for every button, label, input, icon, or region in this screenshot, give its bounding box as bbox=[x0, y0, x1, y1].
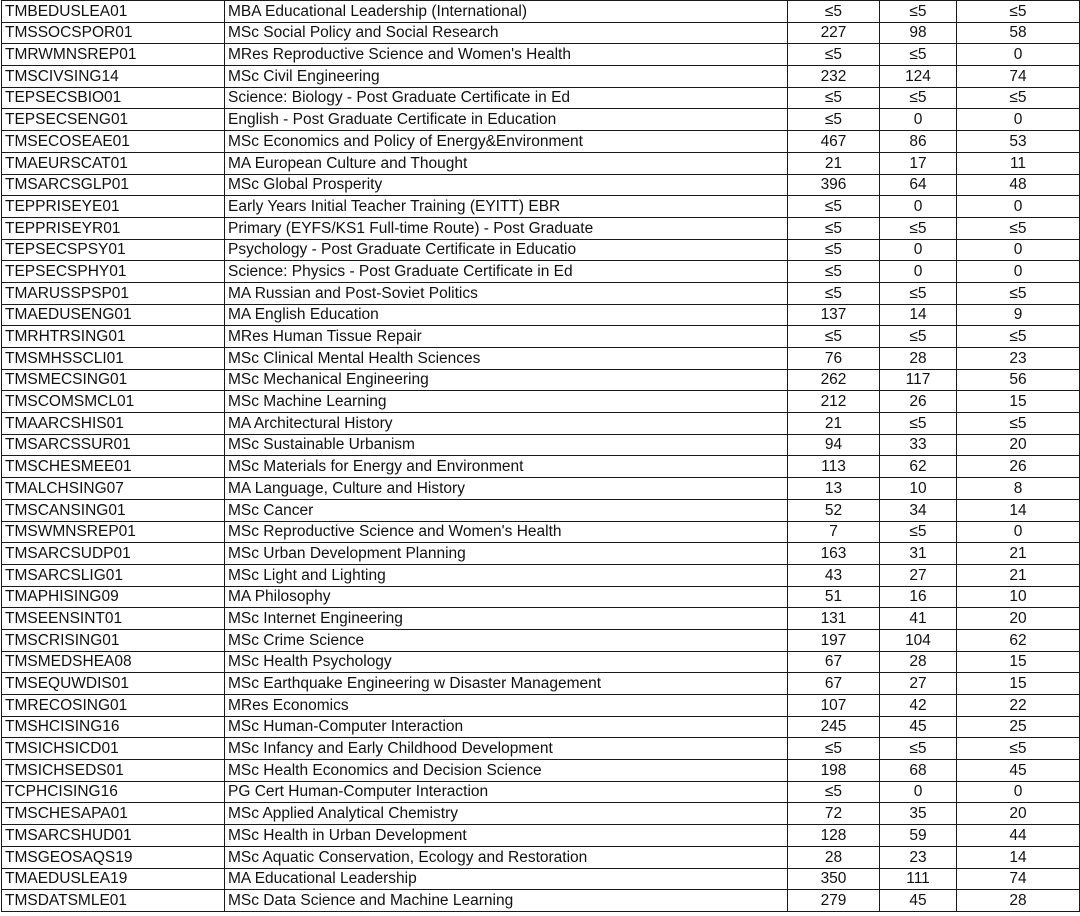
programme-code-cell: TMAEDUSENG01 bbox=[2, 304, 225, 326]
table-row bbox=[2, 564, 1080, 586]
table-row bbox=[2, 261, 1080, 283]
enrolments-cell: 56 bbox=[957, 369, 1080, 391]
programme-name-cell: MSc Social Policy and Social Research bbox=[225, 22, 788, 44]
table-row bbox=[2, 695, 1080, 717]
programme-name-cell: MSc Light and Lighting bbox=[225, 564, 788, 586]
table-body bbox=[2, 1, 1080, 912]
applications-cell: 212 bbox=[788, 391, 880, 413]
programme-name-cell: MSc Economics and Policy of Energy&Environment bbox=[225, 131, 788, 153]
applications-cell: 21 bbox=[788, 413, 880, 435]
table-row bbox=[2, 413, 1080, 435]
applications-cell: 94 bbox=[788, 434, 880, 456]
enrolments-cell: ≤5 bbox=[957, 738, 1080, 760]
programme-name-cell: MSc Urban Development Planning bbox=[225, 543, 788, 565]
offers-cell: 41 bbox=[880, 608, 957, 630]
programme-name-cell: MSc Clinical Mental Health Sciences bbox=[225, 348, 788, 370]
offers-cell: 117 bbox=[880, 369, 957, 391]
programme-code-cell: TMSCOMSMCL01 bbox=[2, 391, 225, 413]
programme-code-cell: TEPSECSBIO01 bbox=[2, 87, 225, 109]
enrolments-cell: ≤5 bbox=[957, 413, 1080, 435]
enrolments-cell: 9 bbox=[957, 304, 1080, 326]
table-row bbox=[2, 44, 1080, 66]
offers-cell: ≤5 bbox=[880, 87, 957, 109]
programme-code-cell: TMSWMNSREP01 bbox=[2, 521, 225, 543]
enrolments-cell: ≤5 bbox=[957, 326, 1080, 348]
programme-code-cell: TEPPRISEYE01 bbox=[2, 196, 225, 218]
table-row bbox=[2, 868, 1080, 890]
offers-cell: 31 bbox=[880, 543, 957, 565]
applications-cell: 113 bbox=[788, 456, 880, 478]
enrolments-cell: ≤5 bbox=[957, 1, 1080, 23]
enrolments-cell: 74 bbox=[957, 868, 1080, 890]
offers-cell: 0 bbox=[880, 109, 957, 131]
programme-code-cell: TMRHTRSING01 bbox=[2, 326, 225, 348]
table-row bbox=[2, 239, 1080, 261]
enrolments-cell: 15 bbox=[957, 391, 1080, 413]
applications-cell: 67 bbox=[788, 673, 880, 695]
enrolments-cell: ≤5 bbox=[957, 282, 1080, 304]
table-row bbox=[2, 66, 1080, 88]
offers-cell: 64 bbox=[880, 174, 957, 196]
enrolments-cell: 15 bbox=[957, 673, 1080, 695]
programme-name-cell: Primary (EYFS/KS1 Full-time Route) - Post Graduate bbox=[225, 217, 788, 239]
programme-name-cell: MSc Health Psychology bbox=[225, 651, 788, 673]
enrolments-cell: 20 bbox=[957, 803, 1080, 825]
offers-cell: 124 bbox=[880, 66, 957, 88]
applications-cell: 7 bbox=[788, 521, 880, 543]
table-row bbox=[2, 521, 1080, 543]
applications-cell: 232 bbox=[788, 66, 880, 88]
applications-cell: 72 bbox=[788, 803, 880, 825]
table-row bbox=[2, 456, 1080, 478]
programme-name-cell: MSc Aquatic Conservation, Ecology and Restoration bbox=[225, 846, 788, 868]
table-row bbox=[2, 87, 1080, 109]
applications-cell: 245 bbox=[788, 716, 880, 738]
enrolments-cell: 25 bbox=[957, 716, 1080, 738]
table-row bbox=[2, 651, 1080, 673]
table-row bbox=[2, 543, 1080, 565]
offers-cell: 10 bbox=[880, 478, 957, 500]
table-row bbox=[2, 716, 1080, 738]
programme-code-cell: TEPSECSENG01 bbox=[2, 109, 225, 131]
programme-code-cell: TMSARCSUDP01 bbox=[2, 543, 225, 565]
programme-code-cell: TMSMECSING01 bbox=[2, 369, 225, 391]
programme-name-cell: MA European Culture and Thought bbox=[225, 152, 788, 174]
programme-name-cell: MSc Mechanical Engineering bbox=[225, 369, 788, 391]
enrolments-cell: 0 bbox=[957, 44, 1080, 66]
table-row bbox=[2, 348, 1080, 370]
programme-name-cell: MSc Internet Engineering bbox=[225, 608, 788, 630]
table-row bbox=[2, 586, 1080, 608]
offers-cell: 28 bbox=[880, 651, 957, 673]
programme-code-cell: TMSCHESMEE01 bbox=[2, 456, 225, 478]
table-row bbox=[2, 1, 1080, 23]
programme-name-cell: MSc Civil Engineering bbox=[225, 66, 788, 88]
table-row bbox=[2, 391, 1080, 413]
offers-cell: 14 bbox=[880, 304, 957, 326]
enrolments-cell: 15 bbox=[957, 651, 1080, 673]
enrolments-cell: 53 bbox=[957, 131, 1080, 153]
applications-cell: 163 bbox=[788, 543, 880, 565]
applications-cell: 198 bbox=[788, 760, 880, 782]
programme-name-cell: MA Architectural History bbox=[225, 413, 788, 435]
offers-cell: 28 bbox=[880, 348, 957, 370]
programme-name-cell: MSc Reproductive Science and Women's Health bbox=[225, 521, 788, 543]
programme-code-cell: TMSARCSGLP01 bbox=[2, 174, 225, 196]
table-row bbox=[2, 629, 1080, 651]
enrolments-cell: ≤5 bbox=[957, 217, 1080, 239]
table-row bbox=[2, 22, 1080, 44]
programme-code-cell: TEPSECSPSY01 bbox=[2, 239, 225, 261]
enrolments-cell: 0 bbox=[957, 521, 1080, 543]
applications-cell: 21 bbox=[788, 152, 880, 174]
applications-cell: ≤5 bbox=[788, 87, 880, 109]
applications-cell: ≤5 bbox=[788, 196, 880, 218]
applications-cell: ≤5 bbox=[788, 109, 880, 131]
enrolments-cell: 0 bbox=[957, 239, 1080, 261]
programme-name-cell: PG Cert Human-Computer Interaction bbox=[225, 781, 788, 803]
enrolments-cell: 0 bbox=[957, 109, 1080, 131]
programme-name-cell: MRes Human Tissue Repair bbox=[225, 326, 788, 348]
programme-code-cell: TMSCRISING01 bbox=[2, 629, 225, 651]
applications-cell: 227 bbox=[788, 22, 880, 44]
offers-cell: 68 bbox=[880, 760, 957, 782]
enrolments-cell: 8 bbox=[957, 478, 1080, 500]
programme-code-cell: TMSSOCSPOR01 bbox=[2, 22, 225, 44]
table-row bbox=[2, 478, 1080, 500]
offers-cell: 62 bbox=[880, 456, 957, 478]
programme-name-cell: MRes Economics bbox=[225, 695, 788, 717]
programme-name-cell: MSc Data Science and Machine Learning bbox=[225, 890, 788, 912]
programme-code-cell: TMSMHSSCLI01 bbox=[2, 348, 225, 370]
programme-code-cell: TMSARCSSUR01 bbox=[2, 434, 225, 456]
applications-cell: ≤5 bbox=[788, 239, 880, 261]
table-row bbox=[2, 326, 1080, 348]
programme-code-cell: TCPHCISING16 bbox=[2, 781, 225, 803]
table-row bbox=[2, 760, 1080, 782]
offers-cell: 16 bbox=[880, 586, 957, 608]
applications-cell: 279 bbox=[788, 890, 880, 912]
offers-cell: ≤5 bbox=[880, 326, 957, 348]
programme-code-cell: TMSDATSMLE01 bbox=[2, 890, 225, 912]
programme-code-cell: TMAEDUSLEA19 bbox=[2, 868, 225, 890]
enrolments-cell: 14 bbox=[957, 499, 1080, 521]
applications-cell: 107 bbox=[788, 695, 880, 717]
table-row bbox=[2, 174, 1080, 196]
programme-name-cell: English - Post Graduate Certificate in Education bbox=[225, 109, 788, 131]
applications-cell: ≤5 bbox=[788, 44, 880, 66]
programme-name-cell: Science: Physics - Post Graduate Certificate in Ed bbox=[225, 261, 788, 283]
offers-cell: 35 bbox=[880, 803, 957, 825]
offers-cell: 42 bbox=[880, 695, 957, 717]
table-row bbox=[2, 304, 1080, 326]
applications-cell: 131 bbox=[788, 608, 880, 630]
applications-cell: 128 bbox=[788, 825, 880, 847]
offers-cell: 111 bbox=[880, 868, 957, 890]
programme-name-cell: MSc Human-Computer Interaction bbox=[225, 716, 788, 738]
applications-cell: 396 bbox=[788, 174, 880, 196]
applications-cell: ≤5 bbox=[788, 738, 880, 760]
programme-name-cell: Science: Biology - Post Graduate Certificate in Ed bbox=[225, 87, 788, 109]
enrolments-cell: 62 bbox=[957, 629, 1080, 651]
table-row bbox=[2, 803, 1080, 825]
programme-code-cell: TMSGEOSAQS19 bbox=[2, 846, 225, 868]
programme-name-cell: MSc Materials for Energy and Environment bbox=[225, 456, 788, 478]
enrolments-cell: 21 bbox=[957, 543, 1080, 565]
programme-name-cell: MSc Health in Urban Development bbox=[225, 825, 788, 847]
offers-cell: 0 bbox=[880, 239, 957, 261]
programme-name-cell: MRes Reproductive Science and Women's Health bbox=[225, 44, 788, 66]
programme-code-cell: TEPPRISEYR01 bbox=[2, 217, 225, 239]
programme-code-cell: TMRWMNSREP01 bbox=[2, 44, 225, 66]
table-row bbox=[2, 781, 1080, 803]
table-row bbox=[2, 434, 1080, 456]
applications-cell: 67 bbox=[788, 651, 880, 673]
offers-cell: 27 bbox=[880, 673, 957, 695]
programme-code-cell: TMSARCSLIG01 bbox=[2, 564, 225, 586]
programme-name-cell: MA Russian and Post-Soviet Politics bbox=[225, 282, 788, 304]
applications-cell: 262 bbox=[788, 369, 880, 391]
enrolments-cell: 48 bbox=[957, 174, 1080, 196]
offers-cell: 98 bbox=[880, 22, 957, 44]
applications-cell: ≤5 bbox=[788, 781, 880, 803]
offers-cell: ≤5 bbox=[880, 1, 957, 23]
applications-cell: ≤5 bbox=[788, 217, 880, 239]
programme-name-cell: MSc Applied Analytical Chemistry bbox=[225, 803, 788, 825]
programme-name-cell: MA Philosophy bbox=[225, 586, 788, 608]
offers-cell: 26 bbox=[880, 391, 957, 413]
enrolments-cell: 20 bbox=[957, 434, 1080, 456]
applications-cell: 76 bbox=[788, 348, 880, 370]
programme-name-cell: MA Educational Leadership bbox=[225, 868, 788, 890]
offers-cell: 23 bbox=[880, 846, 957, 868]
table-row bbox=[2, 673, 1080, 695]
offers-cell: ≤5 bbox=[880, 738, 957, 760]
programme-code-cell: TEPSECSPHY01 bbox=[2, 261, 225, 283]
enrolments-cell: ≤5 bbox=[957, 87, 1080, 109]
offers-cell: 45 bbox=[880, 890, 957, 912]
programme-name-cell: MSc Crime Science bbox=[225, 629, 788, 651]
enrolments-cell: 14 bbox=[957, 846, 1080, 868]
programme-name-cell: MSc Global Prosperity bbox=[225, 174, 788, 196]
programme-code-cell: TMAEURSCAT01 bbox=[2, 152, 225, 174]
programme-code-cell: TMSCHESAPA01 bbox=[2, 803, 225, 825]
programme-code-cell: TMSARCSHUD01 bbox=[2, 825, 225, 847]
offers-cell: 17 bbox=[880, 152, 957, 174]
programme-code-cell: TMAPHISING09 bbox=[2, 586, 225, 608]
programme-code-cell: TMSMEDSHEA08 bbox=[2, 651, 225, 673]
programme-code-cell: TMARUSSPSP01 bbox=[2, 282, 225, 304]
offers-cell: ≤5 bbox=[880, 521, 957, 543]
offers-cell: 0 bbox=[880, 261, 957, 283]
enrolments-cell: 0 bbox=[957, 781, 1080, 803]
enrolments-cell: 45 bbox=[957, 760, 1080, 782]
programme-name-cell: MSc Machine Learning bbox=[225, 391, 788, 413]
table-row bbox=[2, 369, 1080, 391]
table-row bbox=[2, 738, 1080, 760]
offers-cell: 104 bbox=[880, 629, 957, 651]
offers-cell: 0 bbox=[880, 781, 957, 803]
offers-cell: ≤5 bbox=[880, 217, 957, 239]
applications-cell: ≤5 bbox=[788, 282, 880, 304]
programme-code-cell: TMALCHSING07 bbox=[2, 478, 225, 500]
table-row bbox=[2, 846, 1080, 868]
enrolments-cell: 21 bbox=[957, 564, 1080, 586]
applications-cell: 43 bbox=[788, 564, 880, 586]
enrolments-cell: 26 bbox=[957, 456, 1080, 478]
enrolments-cell: 0 bbox=[957, 261, 1080, 283]
offers-cell: 27 bbox=[880, 564, 957, 586]
applications-cell: 197 bbox=[788, 629, 880, 651]
enrolments-cell: 23 bbox=[957, 348, 1080, 370]
programme-name-cell: MA English Education bbox=[225, 304, 788, 326]
table-row bbox=[2, 282, 1080, 304]
enrolments-cell: 11 bbox=[957, 152, 1080, 174]
enrolments-cell: 58 bbox=[957, 22, 1080, 44]
table-row bbox=[2, 152, 1080, 174]
offers-cell: ≤5 bbox=[880, 413, 957, 435]
programme-name-cell: MSc Cancer bbox=[225, 499, 788, 521]
programme-name-cell: MSc Health Economics and Decision Science bbox=[225, 760, 788, 782]
table-row bbox=[2, 196, 1080, 218]
table-row bbox=[2, 890, 1080, 912]
programme-name-cell: MA Language, Culture and History bbox=[225, 478, 788, 500]
programme-code-cell: TMSEQUWDIS01 bbox=[2, 673, 225, 695]
table-row bbox=[2, 131, 1080, 153]
programme-code-cell: TMRECOSING01 bbox=[2, 695, 225, 717]
applications-cell: 28 bbox=[788, 846, 880, 868]
programme-name-cell: MSc Sustainable Urbanism bbox=[225, 434, 788, 456]
programme-name-cell: Psychology - Post Graduate Certificate in Educatio bbox=[225, 239, 788, 261]
enrolments-cell: 20 bbox=[957, 608, 1080, 630]
applications-cell: ≤5 bbox=[788, 326, 880, 348]
enrolments-cell: 0 bbox=[957, 196, 1080, 218]
enrolments-cell: 28 bbox=[957, 890, 1080, 912]
programme-code-cell: TMSHCISING16 bbox=[2, 716, 225, 738]
table-row bbox=[2, 825, 1080, 847]
applications-cell: 467 bbox=[788, 131, 880, 153]
table-row bbox=[2, 109, 1080, 131]
programme-code-cell: TMSICHSICD01 bbox=[2, 738, 225, 760]
programme-name-cell: MSc Infancy and Early Childhood Development bbox=[225, 738, 788, 760]
offers-cell: ≤5 bbox=[880, 282, 957, 304]
enrolments-cell: 44 bbox=[957, 825, 1080, 847]
programme-code-cell: TMBEDUSLEA01 bbox=[2, 1, 225, 23]
enrolments-cell: 22 bbox=[957, 695, 1080, 717]
programme-name-cell: MSc Earthquake Engineering w Disaster Management bbox=[225, 673, 788, 695]
applications-cell: 13 bbox=[788, 478, 880, 500]
programme-code-cell: TMSICHSEDS01 bbox=[2, 760, 225, 782]
offers-cell: 45 bbox=[880, 716, 957, 738]
programme-code-cell: TMSEENSINT01 bbox=[2, 608, 225, 630]
offers-cell: ≤5 bbox=[880, 44, 957, 66]
programme-code-cell: TMSCANSING01 bbox=[2, 499, 225, 521]
applications-cell: ≤5 bbox=[788, 1, 880, 23]
programme-code-cell: TMSECOSEAE01 bbox=[2, 131, 225, 153]
table-row bbox=[2, 217, 1080, 239]
applications-cell: 52 bbox=[788, 499, 880, 521]
offers-cell: 0 bbox=[880, 196, 957, 218]
offers-cell: 59 bbox=[880, 825, 957, 847]
programme-code-cell: TMSCIVSING14 bbox=[2, 66, 225, 88]
table-row bbox=[2, 499, 1080, 521]
enrolments-cell: 74 bbox=[957, 66, 1080, 88]
applications-cell: 51 bbox=[788, 586, 880, 608]
offers-cell: 33 bbox=[880, 434, 957, 456]
applications-cell: 350 bbox=[788, 868, 880, 890]
table-row bbox=[2, 608, 1080, 630]
programme-code-cell: TMAARCSHIS01 bbox=[2, 413, 225, 435]
applications-cell: ≤5 bbox=[788, 261, 880, 283]
enrolments-cell: 10 bbox=[957, 586, 1080, 608]
programme-name-cell: Early Years Initial Teacher Training (EYITT) EBR bbox=[225, 196, 788, 218]
offers-cell: 34 bbox=[880, 499, 957, 521]
programme-table bbox=[1, 0, 1080, 912]
applications-cell: 137 bbox=[788, 304, 880, 326]
programme-name-cell: MBA Educational Leadership (International) bbox=[225, 1, 788, 23]
offers-cell: 86 bbox=[880, 131, 957, 153]
